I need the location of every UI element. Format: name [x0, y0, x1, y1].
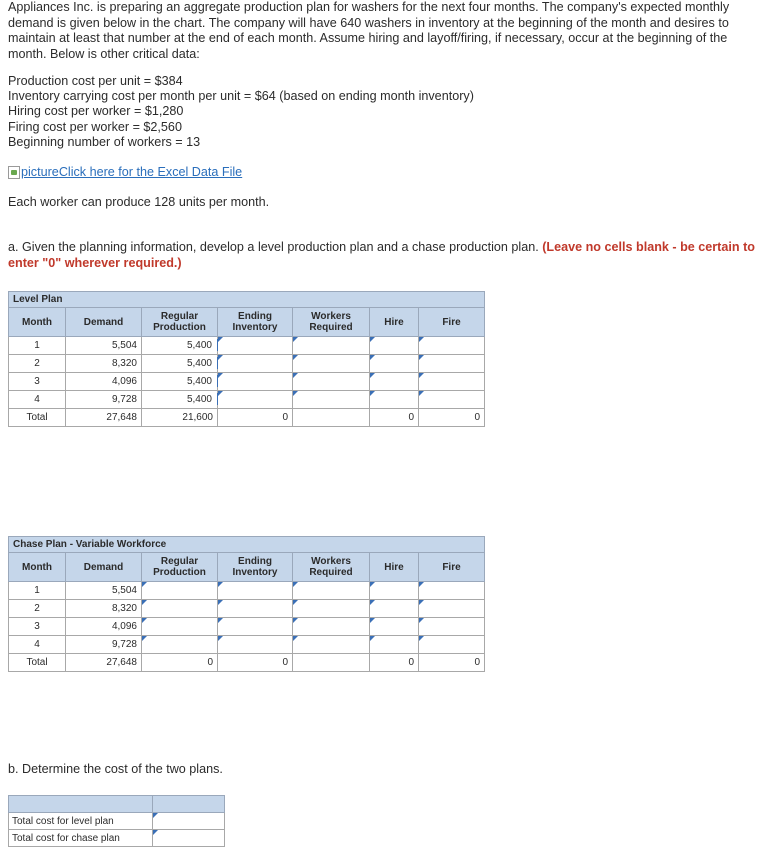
- critical-data-list: [8, 74, 474, 150]
- demand-cell: 5,504: [66, 582, 142, 600]
- excel-file-link-line[interactable]: [8, 165, 242, 179]
- level-plan-title: Level Plan: [9, 292, 485, 308]
- ending-inventory-input[interactable]: [218, 337, 293, 355]
- production-input[interactable]: 5,400: [142, 391, 218, 409]
- table-row: [9, 830, 225, 847]
- fire-input[interactable]: [419, 636, 485, 654]
- chase-cost-label: Total cost for chase plan: [9, 830, 153, 847]
- ending-inventory-input[interactable]: [218, 391, 293, 409]
- total-fire: 0: [419, 654, 485, 672]
- month-cell: 2: [9, 355, 66, 373]
- excel-data-file-link[interactable]: pictureClick here for the Excel Data File: [21, 165, 243, 179]
- demand-cell: 8,320: [66, 355, 142, 373]
- production-input[interactable]: 5,400: [142, 337, 218, 355]
- col-demand: Demand: [66, 308, 142, 337]
- hire-input[interactable]: [370, 600, 419, 618]
- col-fire: Fire: [419, 308, 485, 337]
- worker-capacity-text: Each worker can produce 128 units per month.: [8, 195, 270, 209]
- col-regular-production: Regular Production: [142, 553, 218, 582]
- production-input[interactable]: 5,400: [142, 355, 218, 373]
- month-cell: 2: [9, 600, 66, 618]
- cost-header-label: [9, 796, 153, 813]
- col-ending-inventory: Ending Inventory: [218, 553, 293, 582]
- fire-input[interactable]: [419, 373, 485, 391]
- fire-input[interactable]: [419, 391, 485, 409]
- production-input[interactable]: [142, 618, 218, 636]
- total-demand: 27,648: [66, 409, 142, 427]
- table-row: [9, 373, 485, 391]
- cost-header-value: [153, 796, 225, 813]
- firing-cost-line: Firing cost per worker = $2,560: [8, 119, 182, 134]
- hire-input[interactable]: [370, 355, 419, 373]
- table-row: [9, 582, 485, 600]
- hire-input[interactable]: [370, 391, 419, 409]
- workers-required-input[interactable]: [293, 582, 370, 600]
- demand-cell: 4,096: [66, 618, 142, 636]
- col-month: Month: [9, 553, 66, 582]
- demand-cell: 9,728: [66, 391, 142, 409]
- production-cost-line: Production cost per unit = $384: [8, 74, 183, 88]
- fire-input[interactable]: [419, 582, 485, 600]
- cost-table: [8, 795, 225, 847]
- fire-input[interactable]: [419, 355, 485, 373]
- table-row: [9, 337, 485, 355]
- fire-input[interactable]: [419, 337, 485, 355]
- fire-input[interactable]: [419, 618, 485, 636]
- ending-inventory-input[interactable]: [218, 355, 293, 373]
- month-cell: 4: [9, 636, 66, 654]
- question-b: b. Determine the cost of the two plans.: [8, 762, 223, 776]
- table-row: [9, 600, 485, 618]
- hire-input[interactable]: [370, 582, 419, 600]
- demand-cell: 4,096: [66, 373, 142, 391]
- workers-required-input[interactable]: [293, 391, 370, 409]
- demand-cell: 8,320: [66, 600, 142, 618]
- hire-input[interactable]: [370, 337, 419, 355]
- ending-inventory-input[interactable]: [218, 618, 293, 636]
- col-hire: Hire: [370, 308, 419, 337]
- workers-required-input[interactable]: [293, 618, 370, 636]
- col-regular-production: Regular Production: [142, 308, 218, 337]
- total-fire: 0: [419, 409, 485, 427]
- total-demand: 27,648: [66, 654, 142, 672]
- month-cell: 3: [9, 373, 66, 391]
- demand-cell: 5,504: [66, 337, 142, 355]
- broken-image-icon: [8, 166, 20, 179]
- workers-required-input[interactable]: [293, 600, 370, 618]
- production-input[interactable]: [142, 582, 218, 600]
- total-hire: 0: [370, 654, 419, 672]
- ending-inventory-input[interactable]: [218, 582, 293, 600]
- total-production: 0: [142, 654, 218, 672]
- col-fire: Fire: [419, 553, 485, 582]
- hiring-cost-line: Hiring cost per worker = $1,280: [8, 104, 184, 119]
- month-cell: 1: [9, 582, 66, 600]
- table-row: [9, 813, 225, 830]
- chase-cost-input[interactable]: [153, 830, 225, 847]
- total-row: [9, 409, 485, 427]
- ending-inventory-input[interactable]: [218, 600, 293, 618]
- total-workers-required: [293, 654, 370, 672]
- ending-inventory-input[interactable]: [218, 636, 293, 654]
- demand-cell: 9,728: [66, 636, 142, 654]
- chase-plan-table: [8, 536, 485, 672]
- beginning-workers-line: Beginning number of workers = 13: [8, 134, 201, 149]
- col-ending-inventory: Ending Inventory: [218, 308, 293, 337]
- chase-plan-title: Chase Plan - Variable Workforce: [9, 537, 485, 553]
- problem-intro: Appliances Inc. is preparing an aggregate production plan for washers for the next four months. The company's expected monthly demand is given below in the chart. The company will have 640 washers in inventory at the beginning of the month and desires to maintain at least that number at the end of each month. Assume hiring and layoff/firing, if necessary, occur at the beginning of the month. Below is other critical data:: [8, 0, 730, 61]
- question-a: [8, 240, 758, 271]
- total-production: 21,600: [142, 409, 218, 427]
- production-input[interactable]: [142, 636, 218, 654]
- workers-required-input[interactable]: [293, 355, 370, 373]
- col-demand: Demand: [66, 553, 142, 582]
- carrying-cost-line: Inventory carrying cost per month per unit = $64 (based on ending month inventory): [8, 89, 474, 104]
- question-a-note: (Leave no cells blank - be certain to enter "0" wherever required.): [8, 240, 755, 270]
- col-month: Month: [9, 308, 66, 337]
- col-workers-required: Workers Required: [293, 553, 370, 582]
- production-input[interactable]: 5,400: [142, 373, 218, 391]
- hire-input[interactable]: [370, 636, 419, 654]
- workers-required-input[interactable]: [293, 373, 370, 391]
- workers-required-input[interactable]: [293, 337, 370, 355]
- month-cell: 1: [9, 337, 66, 355]
- level-cost-label: Total cost for level plan: [9, 813, 153, 830]
- production-input[interactable]: [142, 600, 218, 618]
- fire-input[interactable]: [419, 600, 485, 618]
- month-cell: 4: [9, 391, 66, 409]
- total-workers-required: [293, 409, 370, 427]
- table-row: [9, 636, 485, 654]
- month-cell: 3: [9, 618, 66, 636]
- total-ending-inventory: 0: [218, 654, 293, 672]
- col-workers-required: Workers Required: [293, 308, 370, 337]
- question-a-text: a. Given the planning information, develop a level production plan and a chase production plan.: [8, 240, 539, 254]
- table-row: [9, 355, 485, 373]
- total-ending-inventory: 0: [218, 409, 293, 427]
- total-row: [9, 654, 485, 672]
- hire-input[interactable]: [370, 618, 419, 636]
- level-cost-input[interactable]: [153, 813, 225, 830]
- col-hire: Hire: [370, 553, 419, 582]
- total-label: Total: [9, 409, 66, 427]
- level-plan-table: [8, 291, 485, 427]
- hire-input[interactable]: [370, 373, 419, 391]
- ending-inventory-input[interactable]: [218, 373, 293, 391]
- total-label: Total: [9, 654, 66, 672]
- total-hire: 0: [370, 409, 419, 427]
- table-row: [9, 391, 485, 409]
- workers-required-input[interactable]: [293, 636, 370, 654]
- table-row: [9, 618, 485, 636]
